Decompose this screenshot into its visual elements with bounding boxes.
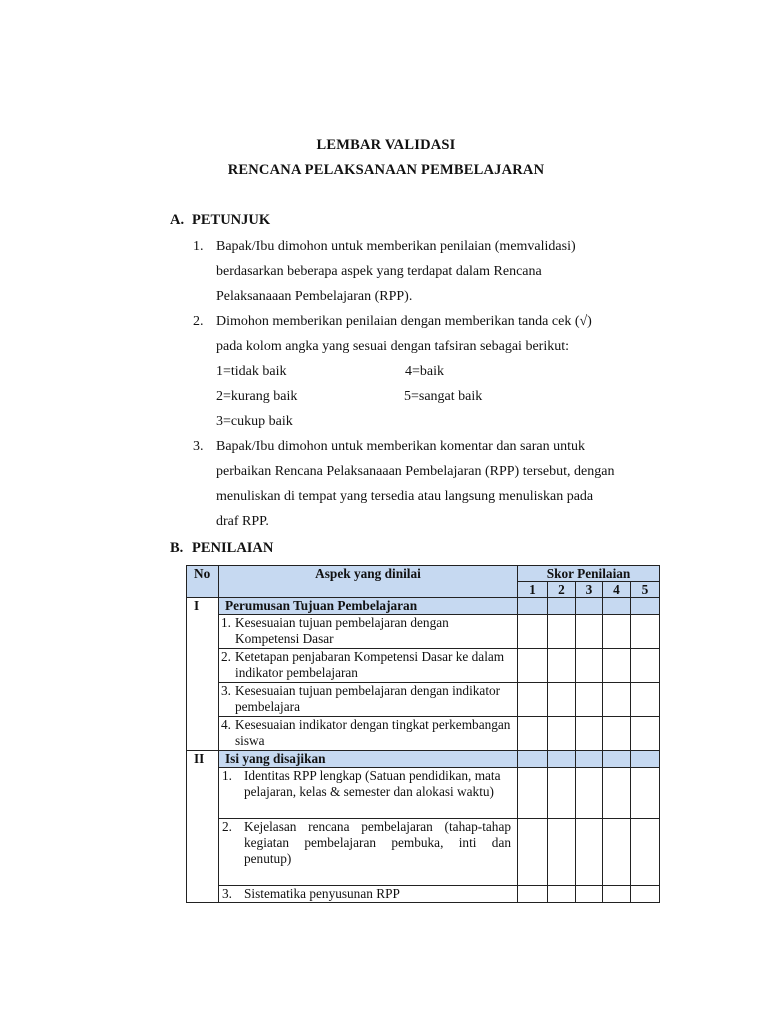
score-cell-2[interactable] <box>548 649 576 683</box>
section-b-heading <box>170 540 273 557</box>
table-row <box>187 768 660 819</box>
aspect-text: Sistematika penyusunan RPP <box>244 886 400 901</box>
section-fill <box>603 751 631 768</box>
section-number: II <box>187 751 219 903</box>
section-title: Perumusan Tujuan Pembelajaran <box>219 598 518 615</box>
aspect-cell <box>219 819 518 886</box>
aspect-number: 2. <box>222 819 232 834</box>
section-fill <box>548 598 576 615</box>
score-cell-1[interactable] <box>518 819 548 886</box>
score-cell-2[interactable] <box>548 615 576 649</box>
scale-row-3 <box>216 409 659 434</box>
table-row <box>187 886 660 903</box>
header-score-5: 5 <box>631 582 660 598</box>
aspect-number: 4. <box>221 717 231 732</box>
score-cell-1[interactable] <box>518 768 548 819</box>
petunjuk-line: draf RPP. <box>216 514 269 529</box>
aspect-text: Ketetapan penjabaran Kompetensi Dasar ke dalam indikator pembelajaran <box>235 649 505 680</box>
score-cell-4[interactable] <box>603 819 631 886</box>
section-fill <box>603 598 631 615</box>
table-row <box>187 717 660 751</box>
table-header-row <box>187 566 660 582</box>
section-fill <box>518 598 548 615</box>
scale-1-label: 1=tidak baik <box>216 364 287 379</box>
aspect-text: Identitas RPP lengkap (Satuan pendidikan, mata pelajaran, kelas & semester dan alokasi waktu) <box>244 768 501 799</box>
section-fill <box>576 751 603 768</box>
score-cell-2[interactable] <box>548 768 576 819</box>
table-row <box>187 615 660 649</box>
score-cell-1[interactable] <box>518 615 548 649</box>
score-cell-1[interactable] <box>518 683 548 717</box>
petunjuk-list <box>193 234 659 534</box>
aspect-number: 2. <box>221 649 231 664</box>
score-cell-4[interactable] <box>603 886 631 903</box>
section-fill <box>548 751 576 768</box>
header-aspek: Aspek yang dinilai <box>219 566 518 598</box>
petunjuk-item-number: 1. <box>193 239 204 254</box>
section-a-heading <box>170 212 270 229</box>
aspect-number: 1. <box>222 768 232 783</box>
section-a-letter: A. <box>170 212 185 228</box>
score-cell-3[interactable] <box>576 649 603 683</box>
section-number: I <box>187 598 219 751</box>
score-cell-5[interactable] <box>631 683 660 717</box>
score-cell-4[interactable] <box>603 649 631 683</box>
table-row <box>187 683 660 717</box>
petunjuk-item-number: 2. <box>193 314 204 329</box>
section-fill <box>631 598 660 615</box>
document-subtitle: RENCANA PELAKSANAAN PEMBELAJARAN <box>227 162 545 178</box>
section-fill <box>576 598 603 615</box>
score-cell-4[interactable] <box>603 717 631 751</box>
aspect-text: Kesesuaian indikator dengan tingkat perkembangan siswa <box>235 717 511 748</box>
scale-4-label: 4=baik <box>405 364 444 379</box>
score-cell-4[interactable] <box>603 683 631 717</box>
scale-5-label: 5=sangat baik <box>404 389 483 404</box>
validation-table <box>186 565 660 903</box>
score-cell-1[interactable] <box>518 649 548 683</box>
score-cell-5[interactable] <box>631 649 660 683</box>
petunjuk-item-number: 3. <box>193 439 204 454</box>
section-b-title: PENILAIAN <box>192 540 274 556</box>
petunjuk-line: Dimohon memberikan penilaian dengan memberikan tanda cek (√) <box>216 314 592 329</box>
score-cell-3[interactable] <box>576 683 603 717</box>
aspect-cell <box>219 615 518 649</box>
section-row-1 <box>187 598 660 615</box>
score-cell-5[interactable] <box>631 615 660 649</box>
petunjuk-line: berdasarkan beberapa aspek yang terdapat dalam Rencana <box>216 264 542 279</box>
score-cell-5[interactable] <box>631 886 660 903</box>
score-cell-2[interactable] <box>548 819 576 886</box>
petunjuk-item-2 <box>193 309 659 434</box>
table-row <box>187 649 660 683</box>
section-row-2 <box>187 751 660 768</box>
section-b-letter: B. <box>170 540 184 556</box>
scale-row-2 <box>216 384 659 409</box>
petunjuk-line: Bapak/Ibu dimohon untuk memberikan penilaian (memvalidasi) <box>216 239 576 254</box>
aspect-text: Kesesuaian tujuan pembelajaran dengan Kompetensi Dasar <box>235 615 449 646</box>
petunjuk-line: Bapak/Ibu dimohon untuk memberikan komentar dan saran untuk <box>216 439 585 454</box>
score-cell-1[interactable] <box>518 717 548 751</box>
petunjuk-line: perbaikan Rencana Pelaksanaaan Pembelajaran (RPP) tersebut, dengan <box>216 464 615 479</box>
petunjuk-item-1 <box>193 234 659 309</box>
score-cell-4[interactable] <box>603 615 631 649</box>
score-cell-3[interactable] <box>576 886 603 903</box>
aspect-cell <box>219 649 518 683</box>
table-row <box>187 819 660 886</box>
score-cell-3[interactable] <box>576 819 603 886</box>
score-cell-4[interactable] <box>603 768 631 819</box>
scale-2-label: 2=kurang baik <box>216 389 298 404</box>
document-title: LEMBAR VALIDASI <box>316 137 456 153</box>
score-cell-1[interactable] <box>518 886 548 903</box>
aspect-text: Kejelasan rencana pembelajaran (tahap-tahap kegiatan pembelajaran pembuka, inti dan penutup) <box>244 819 511 866</box>
score-cell-2[interactable] <box>548 886 576 903</box>
section-a-title: PETUNJUK <box>192 212 271 228</box>
aspect-cell <box>219 886 518 903</box>
scale-3-label: 3=cukup baik <box>216 414 293 429</box>
score-cell-5[interactable] <box>631 717 660 751</box>
score-cell-2[interactable] <box>548 683 576 717</box>
header-score-2: 2 <box>548 582 576 598</box>
scale-row-1 <box>216 359 659 384</box>
aspect-number: 1. <box>221 615 231 630</box>
section-fill <box>518 751 548 768</box>
score-cell-3[interactable] <box>576 768 603 819</box>
header-score-1: 1 <box>518 582 548 598</box>
score-cell-2[interactable] <box>548 717 576 751</box>
score-cell-3[interactable] <box>576 615 603 649</box>
aspect-number: 3. <box>222 886 232 901</box>
header-score-3: 3 <box>576 582 603 598</box>
score-cell-5[interactable] <box>631 768 660 819</box>
score-cell-3[interactable] <box>576 717 603 751</box>
petunjuk-line: Pelaksanaaan Pembelajaran (RPP). <box>216 289 413 304</box>
section-fill <box>631 751 660 768</box>
aspect-cell <box>219 768 518 819</box>
header-skor: Skor Penilaian <box>518 566 660 582</box>
aspect-cell <box>219 683 518 717</box>
score-cell-5[interactable] <box>631 819 660 886</box>
petunjuk-line: pada kolom angka yang sesuai dengan tafsiran sebagai berikut: <box>216 339 569 354</box>
petunjuk-line: menuliskan di tempat yang tersedia atau langsung menuliskan pada <box>216 489 594 504</box>
aspect-number: 3. <box>221 683 231 698</box>
aspect-cell <box>219 717 518 751</box>
petunjuk-item-3 <box>193 434 659 534</box>
aspect-text: Kesesuaian tujuan pembelajaran dengan indikator pembelajara <box>235 683 501 714</box>
header-score-4: 4 <box>603 582 631 598</box>
section-title: Isi yang disajikan <box>219 751 518 768</box>
header-no: No <box>187 566 219 598</box>
